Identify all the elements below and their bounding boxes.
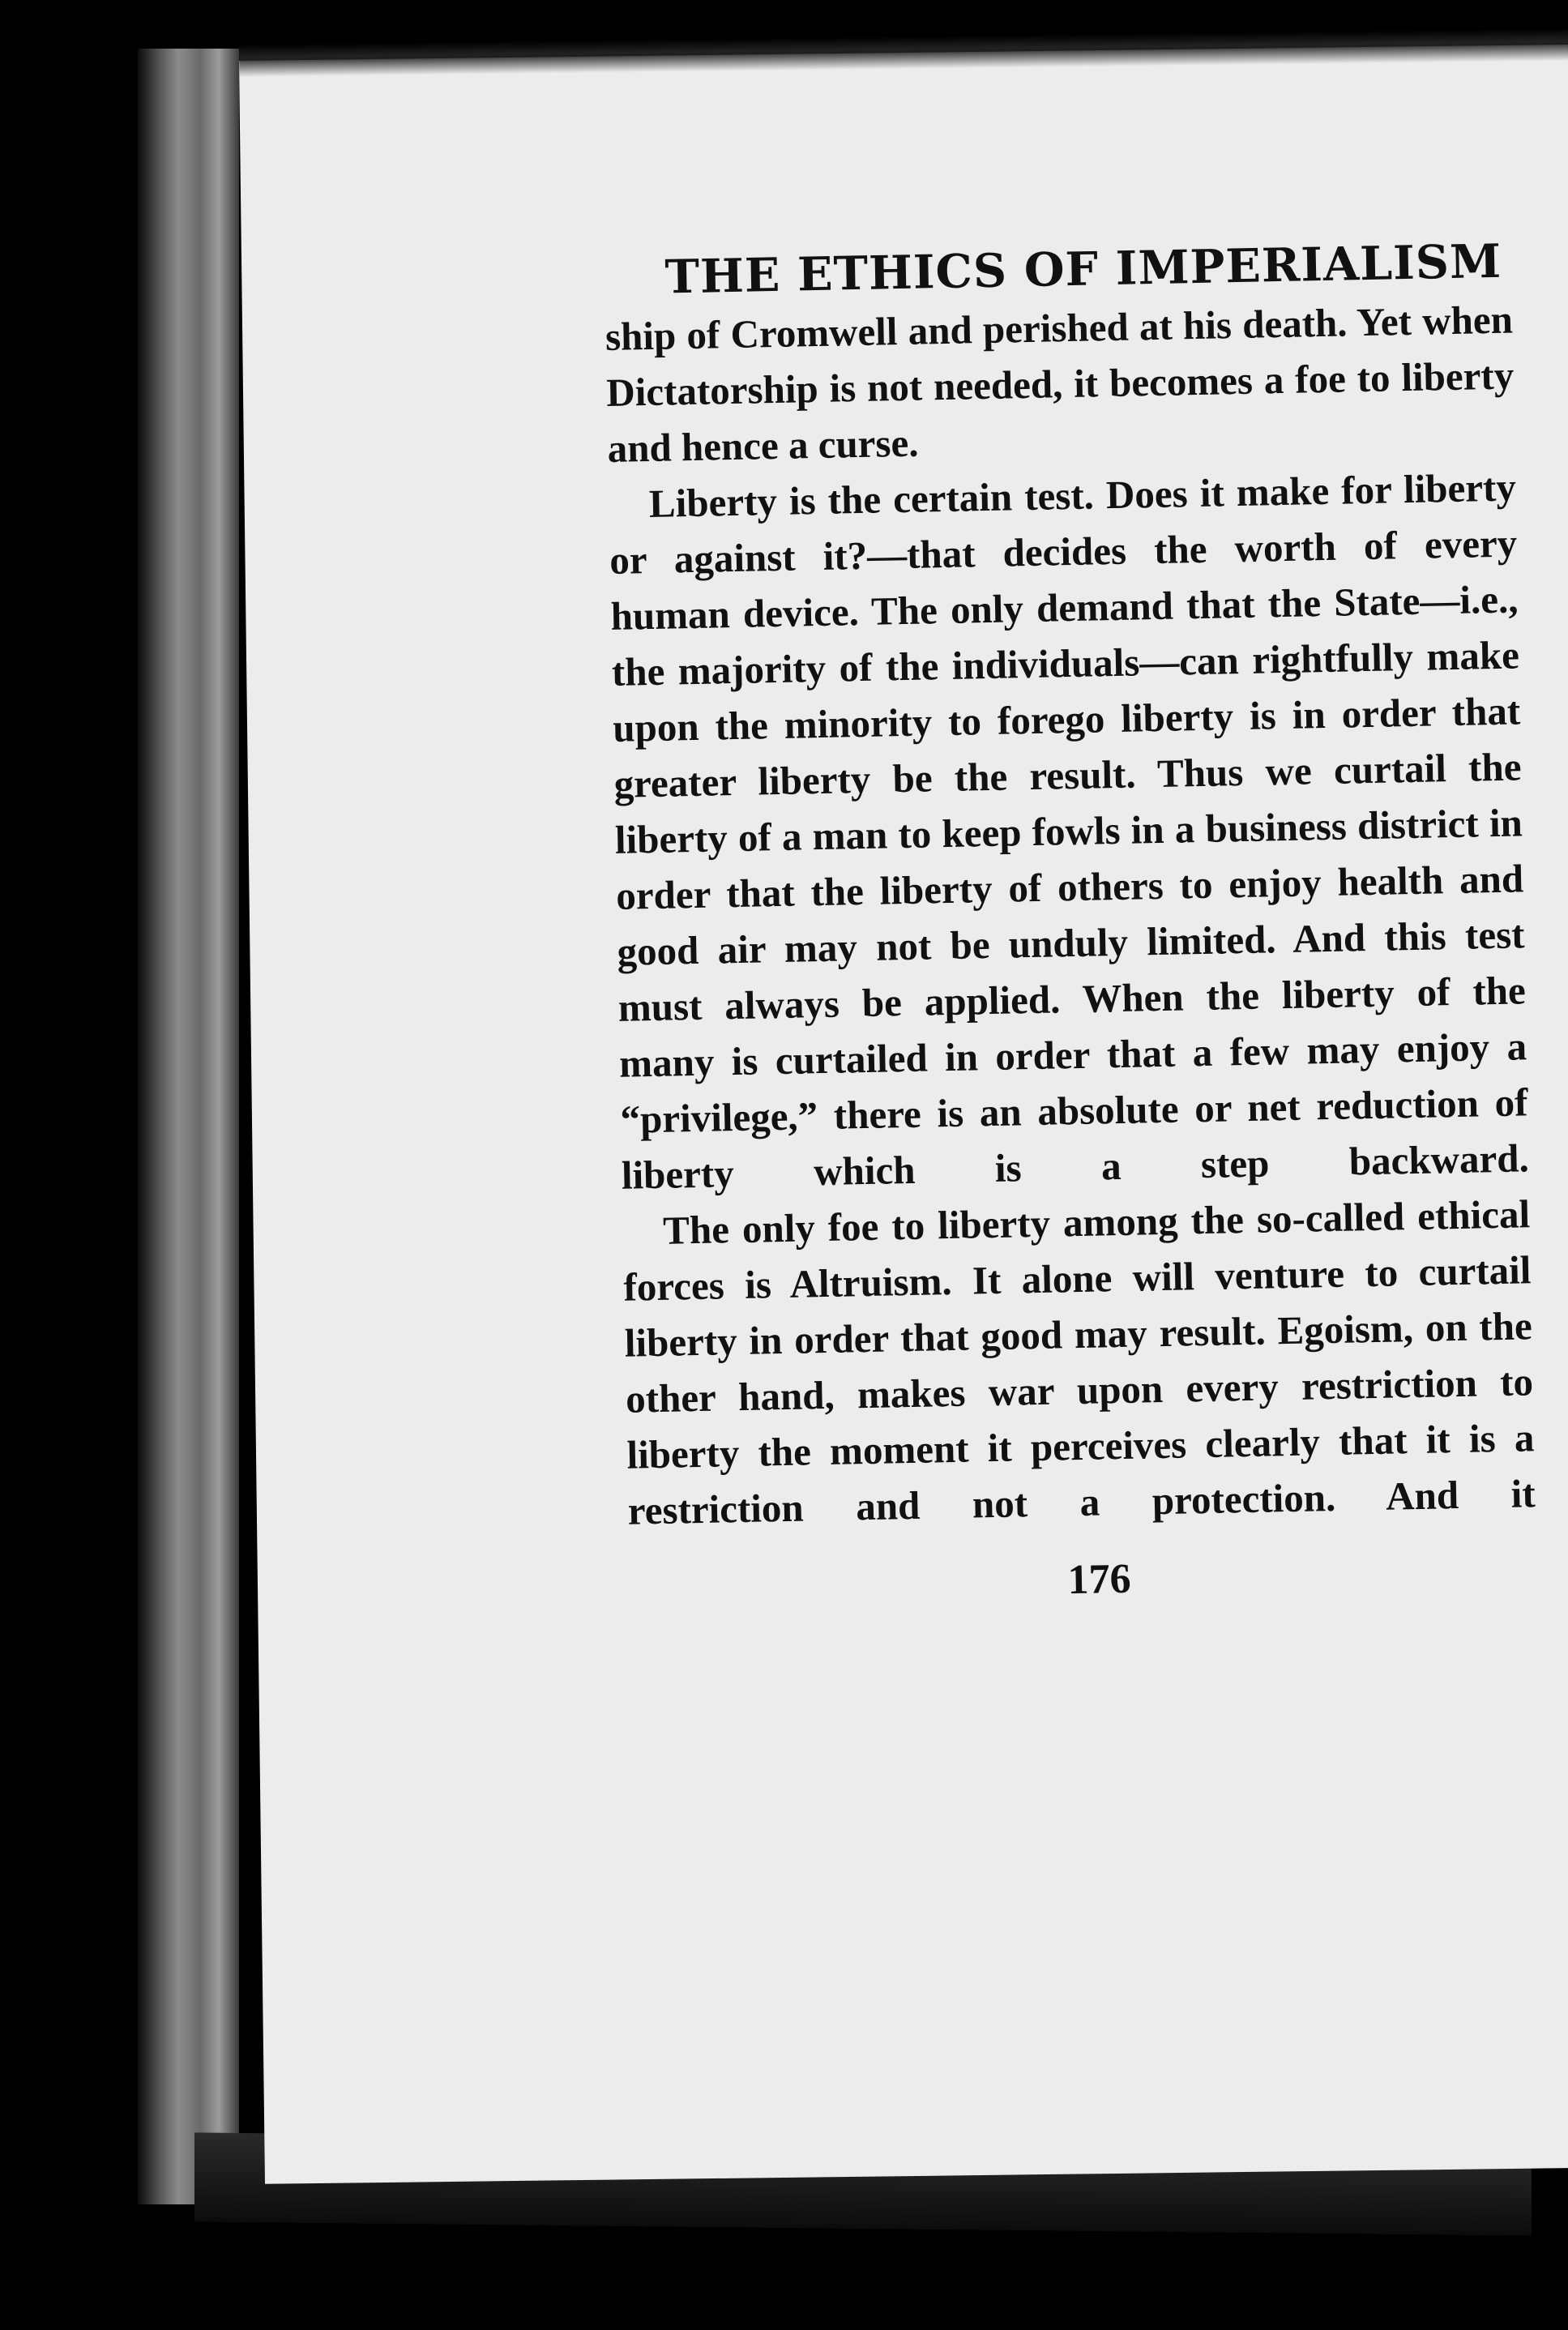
paragraph-liberty-test: Liberty is the certain test. Does it make for liberty or against it?—that decides the worth of every human device. The only demand that the State—i.e., the majority of the individuals—can rightfully make upon the minority to forego liberty is in order that greater liberty be the result. Thus we curtail the liberty of a man to keep fowls in a business district in order that the liberty of others to enjoy health and good air may not be unduly limited. And this test must always be applied. When the liberty of the many is curtailed in order that a few may enjoy a “privilege,” there is an absolute or net reduction of liberty which is a step backward. <box>609 464 1530 1198</box>
running-head: THE ETHICS OF IMPERIALISM <box>664 233 1502 305</box>
paragraph-altruism: The only foe to liberty among the so-called ethical forces is Altruism. It alone will venture to curtail liberty in order that good may result. Egoism, on the other hand, makes war upon every restriction to liberty the moment it perceives clearly that it is a restriction and not a protection. And it <box>623 1191 1536 1533</box>
page-content <box>604 233 1537 1612</box>
page-number: 176 <box>1067 1555 1132 1604</box>
paragraph-continued: ship of Cromwell and perished at his death. Yet when Dictatorship is not needed, it becomes a foe to liberty and hence a curse. <box>605 297 1515 471</box>
book-spine <box>138 49 239 2204</box>
